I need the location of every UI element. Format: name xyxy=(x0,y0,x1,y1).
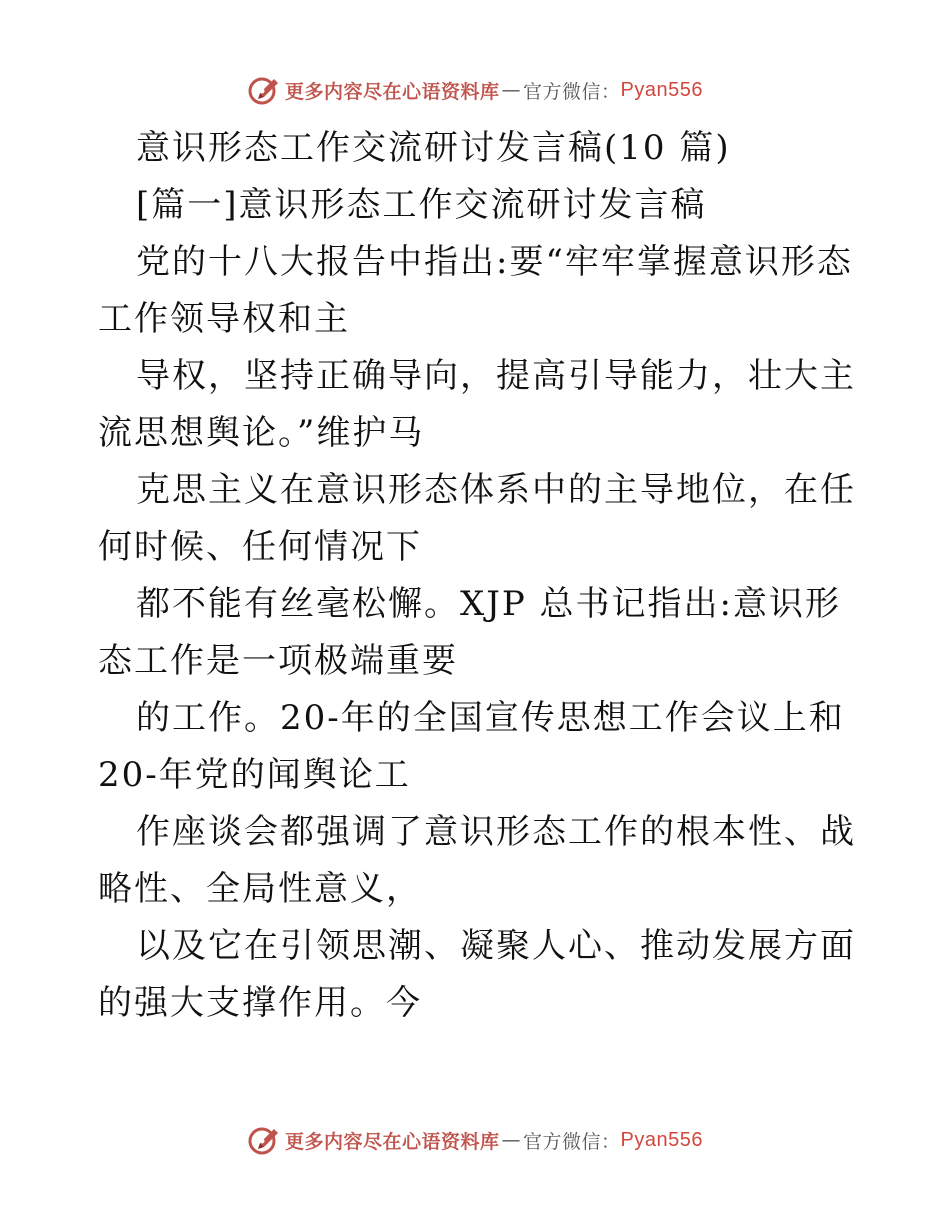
banner-separator: — xyxy=(501,79,522,101)
paragraph: 作座谈会都强调了意识形态工作的根本性、战略性、全局性意义， xyxy=(98,812,856,909)
banner-site-text[interactable]: 更多内容尽在心语资料库 xyxy=(285,80,500,103)
pen-nib-logo-icon xyxy=(247,1123,281,1157)
document-body xyxy=(98,120,858,1032)
paragraph: 都不能有丝毫松懈。XJP 总书记指出:意识形态工作是一项极端重要 xyxy=(98,584,841,681)
paragraph: 导权，坚持正确导向，提高引导能力，壮大主流思想舆论。”维护马 xyxy=(98,356,856,453)
banner-site-text[interactable]: 更多内容尽在心语资料库 xyxy=(285,1130,500,1153)
paragraph: 克思主义在意识形态体系中的主导地位，在任何时候、任何情况下 xyxy=(98,470,856,567)
document-title: 意识形态工作交流研讨发言稿(10 篇) xyxy=(136,128,731,168)
header-banner xyxy=(0,70,950,110)
paragraph: 党的十八大报告中指出:要“牢牢掌握意识形态工作领导权和主 xyxy=(98,242,853,339)
banner-wechat-id: Pyan556 xyxy=(620,78,703,101)
banner-separator: — xyxy=(501,1129,522,1151)
banner-wechat-label: 官方微信： xyxy=(523,80,621,103)
paragraph: 的工作。20-年的全国宣传思想工作会议上和 20-年党的闻舆论工 xyxy=(98,698,858,795)
banner-wechat-id: Pyan556 xyxy=(620,1128,703,1151)
section-heading: [篇一]意识形态工作交流研讨发言稿 xyxy=(136,185,707,225)
footer-banner xyxy=(0,1120,950,1160)
paragraph: 以及它在引领思潮、凝聚人心、推动发展方面的强大支撑作用。今 xyxy=(98,926,856,1023)
banner-wechat-label: 官方微信： xyxy=(523,1130,621,1153)
pen-nib-logo-icon xyxy=(247,73,281,107)
